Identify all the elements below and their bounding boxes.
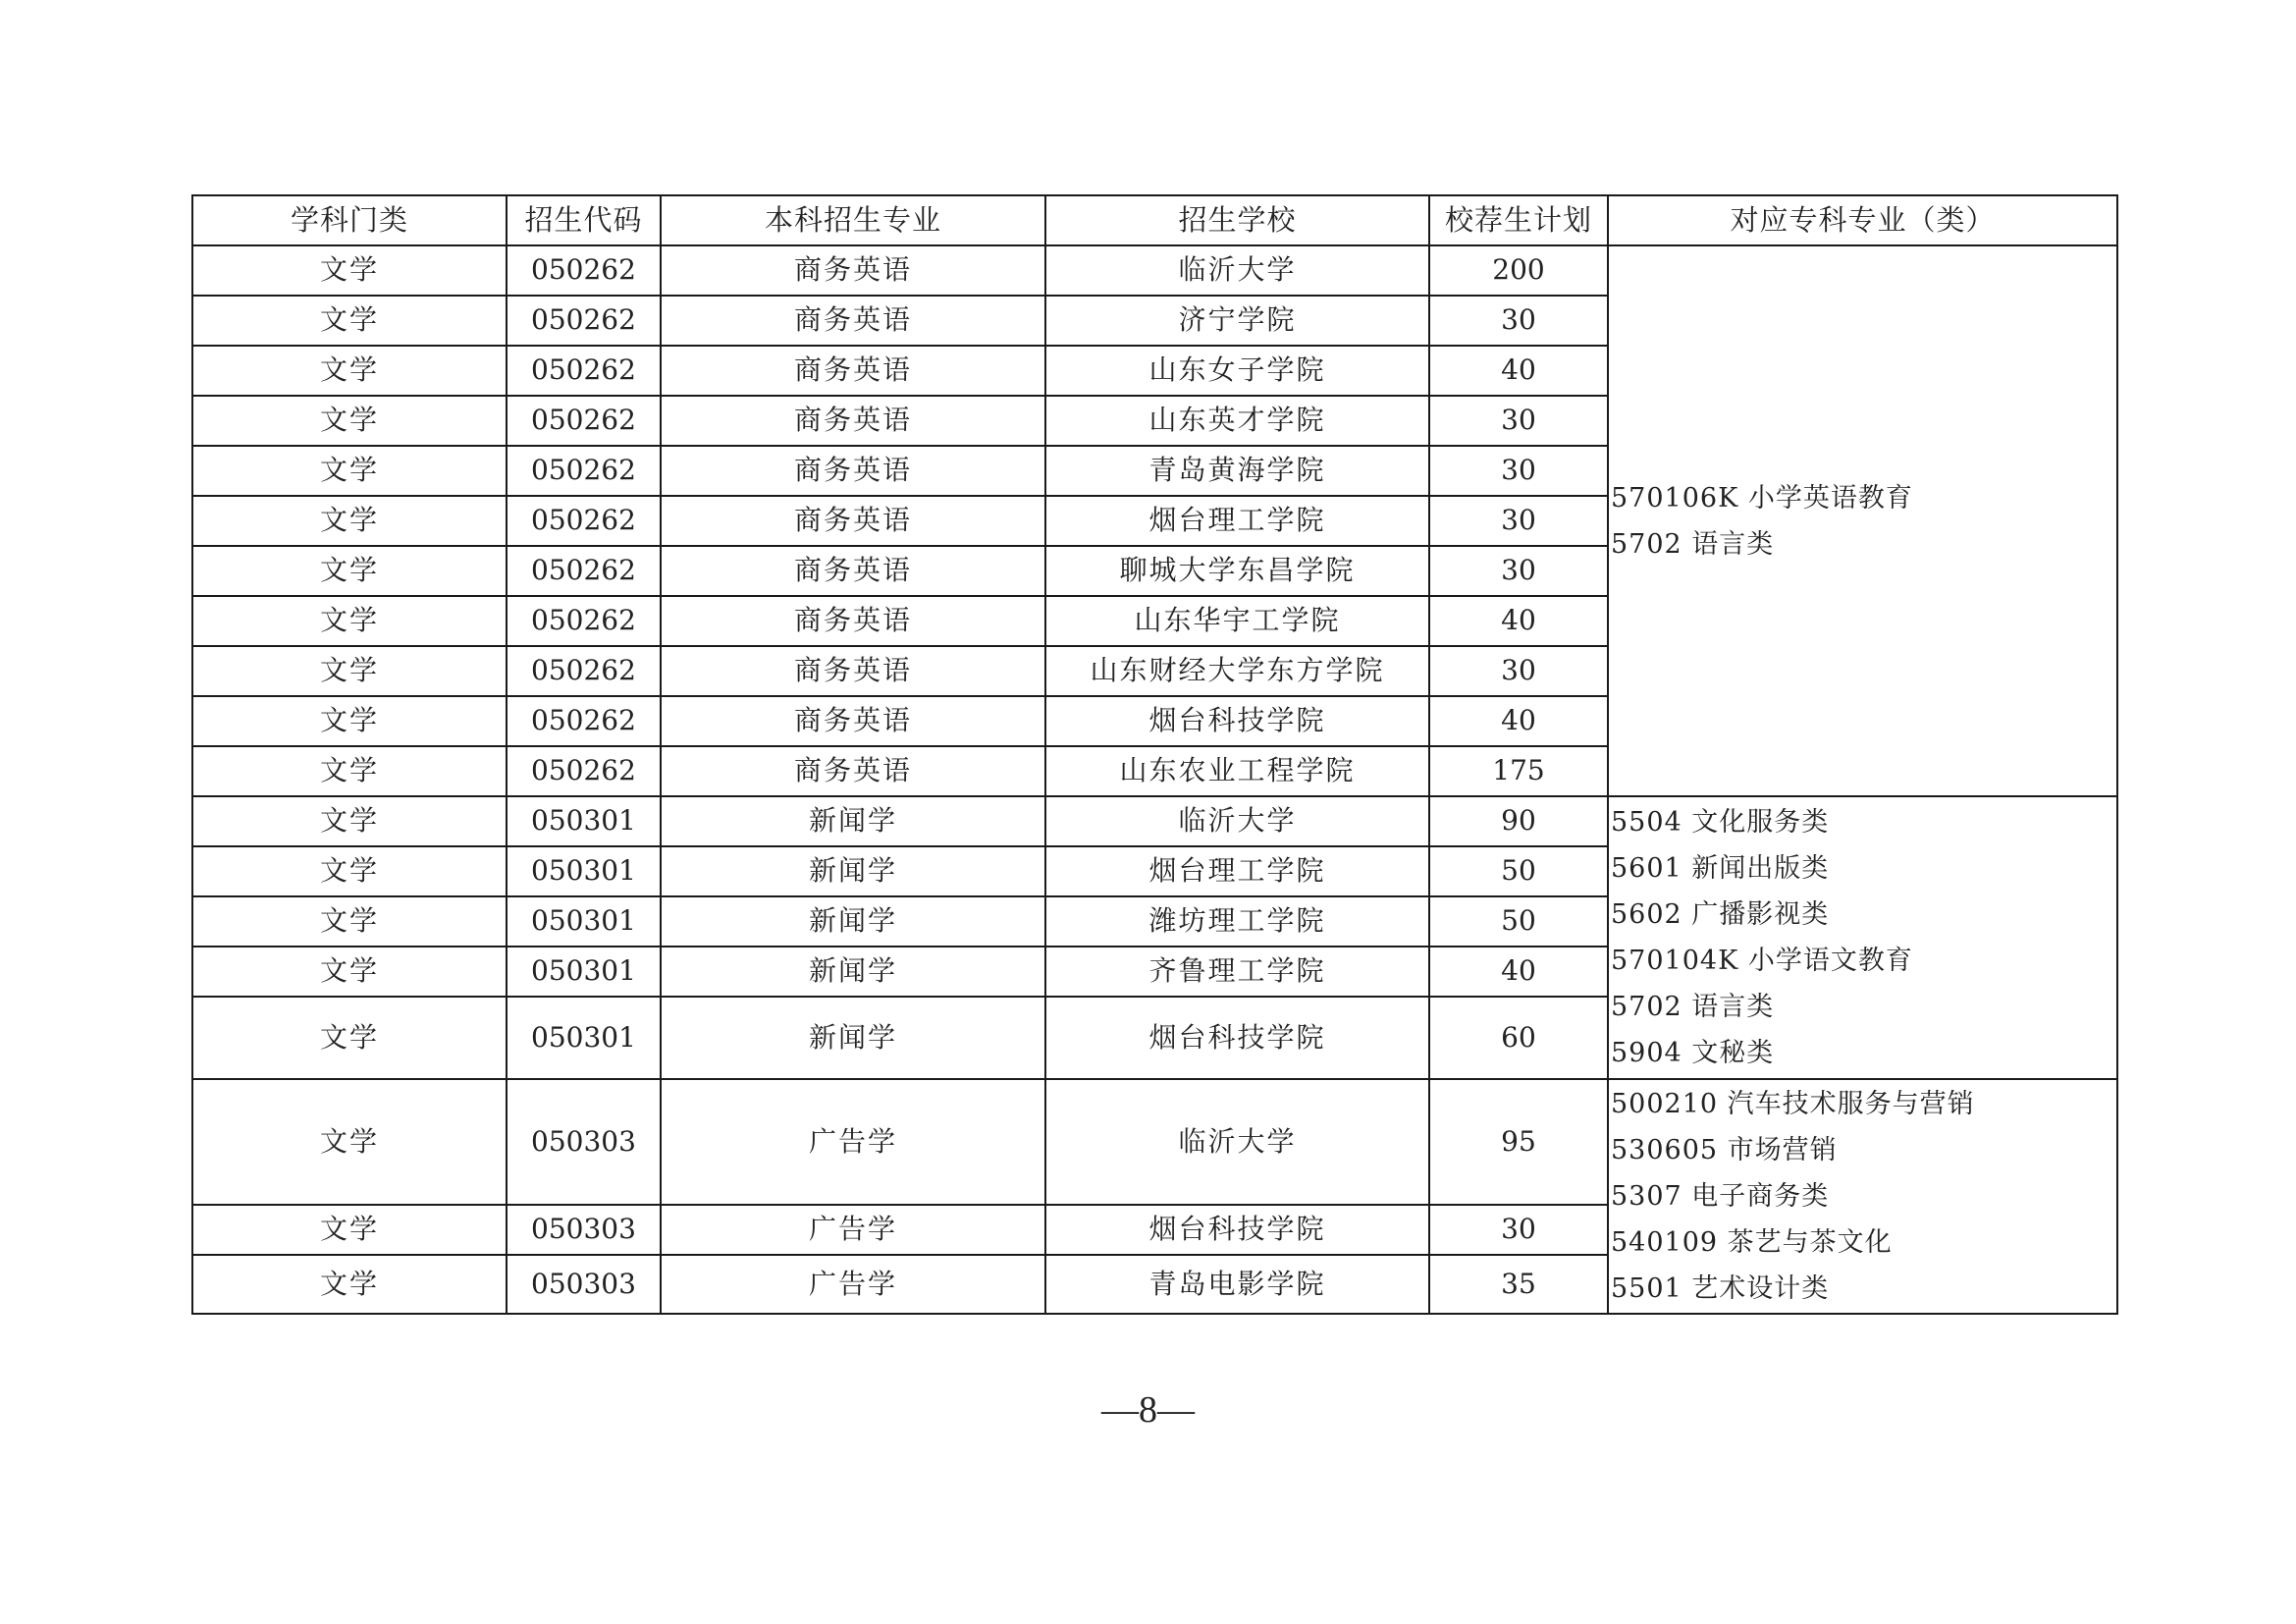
table-body [192,245,2117,1314]
cell-code: 050262 [507,746,661,796]
cell-plan: 200 [1429,245,1608,296]
table-row [192,245,2117,296]
cell-school: 青岛黄海学院 [1045,446,1429,496]
header-row [192,195,2117,245]
cell-code: 050301 [507,846,661,896]
cell-school: 山东英才学院 [1045,396,1429,446]
cell-code: 050262 [507,245,661,296]
cell-major: 广告学 [661,1255,1045,1314]
related-major-line: 570106K 小学英语教育 [1611,482,1913,514]
cell-category: 文学 [192,1079,507,1205]
cell-code: 050262 [507,396,661,446]
header-category: 学科门类 [192,195,507,245]
cell-plan: 95 [1429,1079,1608,1205]
table-row [192,1079,2117,1205]
cell-code: 050301 [507,947,661,997]
cell-related-group [1608,796,2117,1079]
cell-category: 文学 [192,396,507,446]
cell-major: 商务英语 [661,546,1045,596]
cell-school: 山东财经大学东方学院 [1045,646,1429,696]
cell-plan: 30 [1429,496,1608,546]
admissions-table [191,194,2118,1315]
cell-school: 烟台理工学院 [1045,496,1429,546]
cell-plan: 40 [1429,947,1608,997]
cell-category: 文学 [192,446,507,496]
cell-category: 文学 [192,1205,507,1255]
cell-code: 050262 [507,546,661,596]
related-major-line: 5602 广播影视类 [1611,899,1830,930]
cell-school: 山东女子学院 [1045,346,1429,396]
header-plan: 校荐生计划 [1429,195,1608,245]
cell-school: 济宁学院 [1045,296,1429,346]
cell-plan: 40 [1429,696,1608,746]
cell-school: 临沂大学 [1045,796,1429,846]
related-major-line: 5702 语言类 [1611,992,1775,1022]
cell-school: 烟台科技学院 [1045,997,1429,1079]
cell-plan: 35 [1429,1255,1608,1314]
cell-school: 齐鲁理工学院 [1045,947,1429,997]
cell-major: 商务英语 [661,396,1045,446]
header-school: 招生学校 [1045,195,1429,245]
cell-school: 临沂大学 [1045,245,1429,296]
cell-major: 商务英语 [661,646,1045,696]
related-major-line: 5702 语言类 [1611,528,1775,560]
cell-plan: 30 [1429,446,1608,496]
cell-related-group [1608,245,2117,796]
cell-category: 文学 [192,496,507,546]
cell-category: 文学 [192,896,507,947]
cell-category: 文学 [192,846,507,896]
cell-plan: 30 [1429,296,1608,346]
cell-school: 青岛电影学院 [1045,1255,1429,1314]
cell-plan: 50 [1429,896,1608,947]
cell-category: 文学 [192,1255,507,1314]
cell-category: 文学 [192,596,507,646]
cell-school: 烟台科技学院 [1045,696,1429,746]
cell-major: 广告学 [661,1205,1045,1255]
cell-major: 新闻学 [661,997,1045,1079]
page-number: —8— [1101,1389,1195,1431]
related-major-line: 500210 汽车技术服务与营销 [1611,1089,1975,1119]
cell-category: 文学 [192,997,507,1079]
cell-category: 文学 [192,245,507,296]
cell-school: 山东华宇工学院 [1045,596,1429,646]
cell-major: 商务英语 [661,296,1045,346]
cell-major: 商务英语 [661,446,1045,496]
cell-school: 聊城大学东昌学院 [1045,546,1429,596]
cell-category: 文学 [192,796,507,846]
cell-category: 文学 [192,746,507,796]
cell-school: 临沂大学 [1045,1079,1429,1205]
cell-code: 050262 [507,696,661,746]
related-major-line: 530605 市场营销 [1611,1135,1838,1165]
cell-plan: 175 [1429,746,1608,796]
related-major-line: 5504 文化服务类 [1611,807,1830,838]
cell-major: 广告学 [661,1079,1045,1205]
cell-plan: 50 [1429,846,1608,896]
cell-category: 文学 [192,696,507,746]
cell-major: 商务英语 [661,496,1045,546]
related-major-line: 5601 新闻出版类 [1611,853,1830,884]
cell-major: 商务英语 [661,346,1045,396]
cell-code: 050303 [507,1205,661,1255]
cell-major: 新闻学 [661,796,1045,846]
cell-plan: 30 [1429,546,1608,596]
related-major-line: 5904 文秘类 [1611,1038,1775,1068]
cell-code: 050301 [507,896,661,947]
cell-plan: 40 [1429,596,1608,646]
cell-code: 050303 [507,1255,661,1314]
header-major: 本科招生专业 [661,195,1045,245]
cell-major: 商务英语 [661,245,1045,296]
related-major-line: 540109 茶艺与茶文化 [1611,1227,1893,1258]
related-major-line: 5307 电子商务类 [1611,1181,1830,1212]
cell-plan: 40 [1429,346,1608,396]
cell-code: 050262 [507,596,661,646]
cell-code: 050303 [507,1079,661,1205]
cell-plan: 30 [1429,396,1608,446]
cell-major: 新闻学 [661,947,1045,997]
related-major-line: 5501 艺术设计类 [1611,1273,1830,1304]
cell-category: 文学 [192,296,507,346]
cell-code: 050301 [507,997,661,1079]
cell-plan: 30 [1429,1205,1608,1255]
cell-code: 050301 [507,796,661,846]
cell-code: 050262 [507,296,661,346]
header-related: 对应专科专业（类） [1608,195,2117,245]
cell-major: 商务英语 [661,746,1045,796]
cell-plan: 30 [1429,646,1608,696]
header-code: 招生代码 [507,195,661,245]
cell-code: 050262 [507,496,661,546]
cell-category: 文学 [192,646,507,696]
cell-major: 商务英语 [661,696,1045,746]
cell-category: 文学 [192,546,507,596]
cell-school: 山东农业工程学院 [1045,746,1429,796]
table-row [192,796,2117,846]
cell-major: 新闻学 [661,846,1045,896]
related-major-line: 570104K 小学语文教育 [1611,946,1913,976]
cell-major: 商务英语 [661,596,1045,646]
cell-code: 050262 [507,346,661,396]
cell-category: 文学 [192,947,507,997]
cell-code: 050262 [507,446,661,496]
cell-code: 050262 [507,646,661,696]
cell-category: 文学 [192,346,507,396]
cell-major: 新闻学 [661,896,1045,947]
cell-plan: 90 [1429,796,1608,846]
cell-school: 烟台理工学院 [1045,846,1429,896]
cell-related-group [1608,1079,2117,1314]
cell-school: 烟台科技学院 [1045,1205,1429,1255]
cell-plan: 60 [1429,997,1608,1079]
cell-school: 潍坊理工学院 [1045,896,1429,947]
